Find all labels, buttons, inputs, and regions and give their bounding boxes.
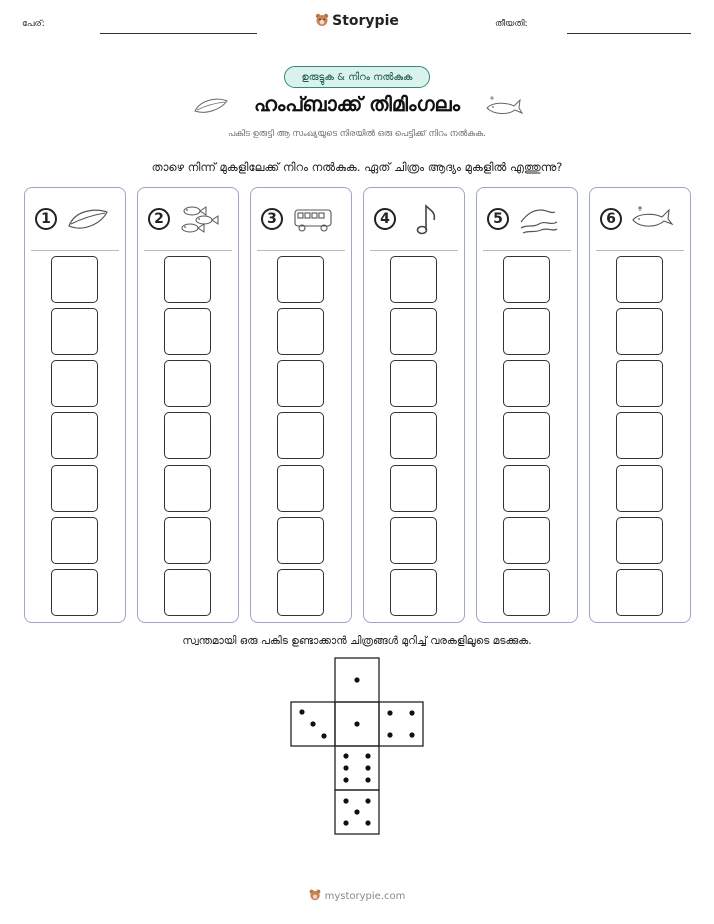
leaf-icon bbox=[65, 202, 111, 236]
name-label: പേര്: bbox=[22, 19, 45, 29]
column-divider bbox=[596, 250, 684, 251]
die-face-4 bbox=[379, 702, 423, 746]
color-box[interactable] bbox=[503, 360, 550, 407]
whale-icon bbox=[484, 94, 524, 118]
column-divider bbox=[483, 250, 571, 251]
fold-instruction: സ്വന്തമായി ഒരു പകിട ഉണ്ടാക്കാൻ ചിത്രങ്ങൾ മുറിച്ച് വരകളിലൂടെ മടക്കുക. bbox=[182, 635, 532, 647]
color-box[interactable] bbox=[277, 412, 324, 459]
color-box[interactable] bbox=[277, 256, 324, 303]
color-box[interactable] bbox=[277, 517, 324, 564]
color-box[interactable] bbox=[503, 412, 550, 459]
subtitle: പകിട ഉരുട്ടി ആ സംഖ്യയുടെ നിരയിൽ ഒരു പെട്ടിക്ക് നിറം നൽകുക. bbox=[228, 129, 486, 139]
color-box[interactable] bbox=[616, 412, 663, 459]
brand-name: Storypie bbox=[332, 13, 399, 29]
dice-net bbox=[290, 657, 424, 835]
whale-icon bbox=[630, 202, 676, 236]
column-number: 4 bbox=[374, 208, 396, 230]
column-divider bbox=[144, 250, 232, 251]
footer-url: mystorypie.com bbox=[324, 891, 406, 902]
color-box[interactable] bbox=[277, 308, 324, 355]
column-number: 1 bbox=[35, 208, 57, 230]
color-box[interactable] bbox=[164, 465, 211, 512]
color-box[interactable] bbox=[51, 465, 98, 512]
color-box[interactable] bbox=[390, 360, 437, 407]
instruction-text: താഴെ നിന്ന് മുകളിലേക്ക് നിറം നൽകുക. ഏത് ചിത്രം ആദ്യം മുകളിൽ എത്തുന്നു? bbox=[151, 160, 563, 174]
color-box[interactable] bbox=[390, 517, 437, 564]
brand-logo bbox=[0, 13, 714, 29]
color-box[interactable] bbox=[616, 517, 663, 564]
footer bbox=[0, 889, 714, 902]
color-box[interactable] bbox=[51, 569, 98, 616]
color-box[interactable] bbox=[390, 256, 437, 303]
color-box[interactable] bbox=[390, 412, 437, 459]
color-box[interactable] bbox=[51, 412, 98, 459]
color-box[interactable] bbox=[164, 412, 211, 459]
date-line bbox=[567, 33, 691, 34]
wave-icon bbox=[517, 202, 563, 236]
color-box[interactable] bbox=[51, 308, 98, 355]
column-number: 5 bbox=[487, 208, 509, 230]
column-divider bbox=[31, 250, 119, 251]
bear-icon bbox=[309, 889, 321, 901]
color-box[interactable] bbox=[616, 360, 663, 407]
column-header bbox=[25, 188, 125, 250]
color-box[interactable] bbox=[390, 465, 437, 512]
color-box[interactable] bbox=[616, 465, 663, 512]
bear-icon bbox=[315, 13, 329, 27]
column-5 bbox=[476, 187, 578, 623]
color-box[interactable] bbox=[390, 569, 437, 616]
page-title: ഹംപ്ബാക്ക് തിമിംഗലം bbox=[253, 92, 461, 116]
date-label: തീയതി: bbox=[495, 19, 528, 29]
column-header bbox=[477, 188, 577, 250]
color-box[interactable] bbox=[503, 256, 550, 303]
column-header bbox=[590, 188, 690, 250]
color-box[interactable] bbox=[164, 256, 211, 303]
color-box[interactable] bbox=[164, 308, 211, 355]
color-box[interactable] bbox=[503, 569, 550, 616]
color-box[interactable] bbox=[503, 517, 550, 564]
color-box[interactable] bbox=[164, 360, 211, 407]
column-header bbox=[138, 188, 238, 250]
column-number: 6 bbox=[600, 208, 622, 230]
color-box[interactable] bbox=[164, 517, 211, 564]
color-box[interactable] bbox=[616, 308, 663, 355]
color-box[interactable] bbox=[390, 308, 437, 355]
column-6 bbox=[589, 187, 691, 623]
column-header bbox=[364, 188, 464, 250]
color-box[interactable] bbox=[51, 256, 98, 303]
color-box[interactable] bbox=[616, 569, 663, 616]
color-box[interactable] bbox=[164, 569, 211, 616]
color-box[interactable] bbox=[277, 360, 324, 407]
column-1 bbox=[24, 187, 126, 623]
column-divider bbox=[257, 250, 345, 251]
color-box[interactable] bbox=[51, 517, 98, 564]
column-number: 2 bbox=[148, 208, 170, 230]
column-4 bbox=[363, 187, 465, 623]
color-box[interactable] bbox=[277, 569, 324, 616]
bus-icon bbox=[291, 202, 337, 236]
color-box[interactable] bbox=[503, 465, 550, 512]
color-box[interactable] bbox=[616, 256, 663, 303]
fish-school-icon bbox=[178, 202, 224, 236]
column-2 bbox=[137, 187, 239, 623]
name-line bbox=[100, 33, 257, 34]
column-number: 3 bbox=[261, 208, 283, 230]
activity-badge: ഉരുട്ടുക & നിറം നൽകുക bbox=[284, 66, 430, 88]
die-face-6 bbox=[335, 746, 379, 790]
music-note-icon bbox=[404, 202, 450, 236]
column-header bbox=[251, 188, 351, 250]
color-box[interactable] bbox=[51, 360, 98, 407]
color-box[interactable] bbox=[503, 308, 550, 355]
color-box[interactable] bbox=[277, 465, 324, 512]
column-3 bbox=[250, 187, 352, 623]
column-divider bbox=[370, 250, 458, 251]
